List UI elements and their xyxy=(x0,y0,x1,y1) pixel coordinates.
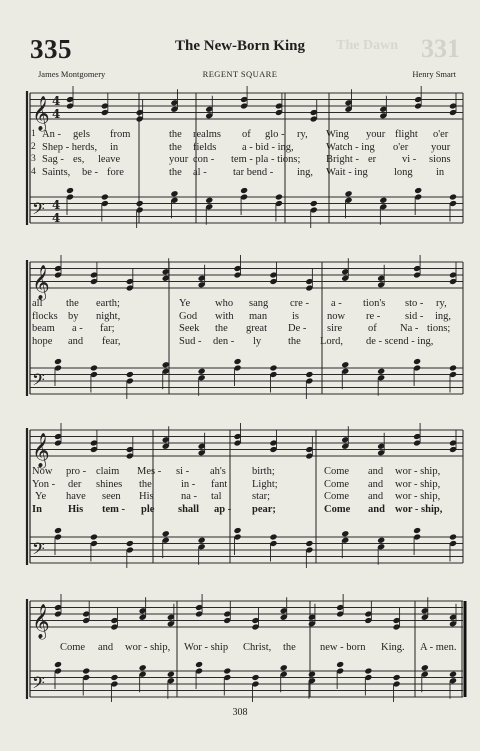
lyric-syllable: ly xyxy=(253,336,262,348)
lyric-syllable: vi - xyxy=(402,154,417,166)
lyric-syllable: con - xyxy=(193,154,215,166)
lyric-syllable: shall xyxy=(178,504,200,516)
lyric-syllable: now xyxy=(327,310,346,322)
bass-clef-icon: 𝄢 xyxy=(32,672,45,697)
lyric-syllable: Christ, xyxy=(243,642,272,653)
treble-clef-icon: 𝄞 xyxy=(32,604,50,639)
lyric-syllable: of xyxy=(368,323,377,335)
lyric-syllable: flight xyxy=(395,129,418,140)
lyric-syllable: Wor - ship xyxy=(184,642,229,653)
lyric-syllable: sang xyxy=(249,298,269,309)
lyric-syllable: the xyxy=(215,323,228,335)
lyric-syllable: de - scend - ing, xyxy=(366,336,434,348)
lyric-syllable: al - xyxy=(193,167,207,179)
lyric-syllable: His xyxy=(139,491,154,503)
lyric-syllable: De - xyxy=(288,323,307,335)
lyrics-block-3 xyxy=(30,466,456,517)
lyric-syllable: and xyxy=(368,491,384,503)
lyrics-block-4 xyxy=(30,642,456,655)
lyric-syllable: night, xyxy=(96,310,121,322)
lyric-syllable: Watch - ing xyxy=(326,141,375,153)
lyric-syllable: by xyxy=(68,310,79,322)
lyric-syllable: Bright - xyxy=(326,154,359,166)
lyric-syllable: si - xyxy=(176,466,190,477)
lyric-syllable: wor - ship, xyxy=(395,478,441,490)
lyrics-block-2 xyxy=(30,298,456,349)
lyric-syllable: the xyxy=(66,298,79,309)
lyric-syllable: and xyxy=(368,504,385,516)
lyric-syllable: cre - xyxy=(290,298,309,309)
lyric-syllable: ing, xyxy=(435,310,452,322)
lyric-syllable: es, xyxy=(73,154,85,166)
time-signature-digit: 4 xyxy=(52,94,61,108)
lyric-syllable: in xyxy=(436,167,445,179)
lyric-syllable: realms xyxy=(193,129,221,140)
treble-clef-icon: 𝄞 xyxy=(32,433,50,468)
lyric-syllable: and xyxy=(368,478,384,490)
lyric-syllable: a - xyxy=(331,298,342,309)
verse-number: 3 xyxy=(31,154,36,165)
lyric-line xyxy=(30,323,456,336)
lyric-syllable: ry, xyxy=(297,129,308,140)
lyric-syllable: Shep - herds, xyxy=(42,141,98,153)
lyric-syllable: Ye xyxy=(179,298,191,309)
lyric-line xyxy=(30,336,456,349)
lyric-syllable: o'er xyxy=(393,141,409,153)
lyric-syllable: ple xyxy=(141,504,155,516)
hymn-number: 335 xyxy=(30,34,72,64)
lyric-syllable: re - xyxy=(366,310,381,322)
lyric-syllable: and xyxy=(68,336,84,348)
lyric-syllable: ry, xyxy=(436,298,447,309)
lyric-line xyxy=(30,479,456,492)
bass-clef-icon: 𝄢 xyxy=(32,198,45,223)
lyric-syllable: Come xyxy=(324,504,351,516)
lyric-syllable: Seek xyxy=(179,323,200,335)
lyric-syllable: who xyxy=(215,298,234,309)
lyrics-block-1 xyxy=(30,129,456,180)
lyric-syllable: wor - ship, xyxy=(395,466,441,477)
lyric-syllable: the xyxy=(169,129,182,140)
lyric-syllable: ah's xyxy=(210,466,226,477)
lyric-syllable: In xyxy=(32,504,42,516)
lyric-syllable: wor - ship, xyxy=(395,491,441,503)
lyric-syllable: tem - xyxy=(102,504,126,516)
lyric-line xyxy=(30,129,456,142)
lyric-line xyxy=(30,466,456,479)
lyric-syllable: A - men. xyxy=(420,642,457,653)
lyric-syllable: Wing xyxy=(326,129,349,140)
lyric-syllable: Come xyxy=(60,642,86,653)
lyric-syllable: sid - xyxy=(405,310,424,322)
lyric-line xyxy=(30,491,456,504)
lyric-syllable: and xyxy=(98,642,114,653)
lyric-syllable: in xyxy=(110,141,119,153)
lyric-syllable: your xyxy=(169,154,189,166)
lyric-syllable: claim xyxy=(96,466,120,477)
lyric-line xyxy=(30,642,456,655)
lyric-syllable: the xyxy=(288,336,301,348)
lyric-line xyxy=(30,504,456,517)
lyric-syllable: Come xyxy=(324,466,350,477)
lyric-syllable: beam xyxy=(32,323,55,335)
lyric-syllable: the xyxy=(139,478,152,490)
lyric-syllable: leave xyxy=(98,154,121,166)
lyric-syllable: birth; xyxy=(252,466,275,477)
lyric-syllable: sto - xyxy=(405,298,424,309)
bleed-through-number: 331 xyxy=(421,34,460,63)
lyric-syllable: Na - xyxy=(400,323,419,335)
lyric-syllable: Come xyxy=(324,491,350,503)
lyric-syllable: earth; xyxy=(96,298,120,309)
bleed-through-title: The Dawn xyxy=(336,38,398,53)
lyric-syllable: ap - xyxy=(214,504,232,516)
lyric-syllable: of xyxy=(242,129,251,140)
lyric-syllable: your xyxy=(431,141,451,153)
lyric-syllable: God xyxy=(179,310,198,322)
lyric-syllable: His xyxy=(68,504,84,516)
lyric-syllable: Ye xyxy=(35,491,47,503)
lyric-syllable: Saints, xyxy=(42,167,71,179)
lyric-syllable: with xyxy=(215,310,234,322)
lyric-syllable: tions; xyxy=(427,323,451,335)
lyric-syllable: fields xyxy=(193,141,217,153)
lyric-line xyxy=(30,154,456,167)
lyric-syllable: tem - pla - tions; xyxy=(231,154,301,166)
lyric-syllable: er xyxy=(368,154,377,166)
lyric-syllable: pear; xyxy=(252,504,276,516)
lyric-syllable: ing, xyxy=(297,167,314,179)
lyric-syllable: Now xyxy=(32,466,53,477)
lyric-syllable: tal xyxy=(211,491,222,503)
page-number: 308 xyxy=(232,707,248,718)
treble-clef-icon: 𝄞 xyxy=(32,96,50,131)
lyric-syllable: far; xyxy=(100,323,115,335)
lyric-syllable: star; xyxy=(252,491,271,503)
lyric-syllable: your xyxy=(366,129,386,140)
lyric-syllable: flocks xyxy=(32,310,58,322)
verse-number: 1 xyxy=(31,129,36,139)
lyric-line xyxy=(30,311,456,324)
lyric-syllable: in - xyxy=(181,478,196,490)
lyric-line xyxy=(30,167,456,180)
lyric-syllable: na - xyxy=(181,491,198,503)
lyric-syllable: Come xyxy=(324,478,350,490)
lyric-syllable: sions xyxy=(429,154,451,166)
lyric-syllable: shines xyxy=(96,478,123,490)
lyric-syllable: pro - xyxy=(66,466,87,477)
lyric-syllable: tar bend - xyxy=(233,167,274,179)
author-credit: James Montgomery xyxy=(38,69,106,79)
bass-clef-icon: 𝄢 xyxy=(32,538,45,563)
hymn-title: The New-Born King xyxy=(174,38,305,54)
lyric-syllable: fear, xyxy=(102,336,121,348)
time-signature-digit: 4 xyxy=(52,107,61,121)
lyric-syllable: all xyxy=(32,298,43,309)
composer-credit: Henry Smart xyxy=(412,69,456,79)
treble-clef-icon: 𝄞 xyxy=(32,265,50,300)
lyric-syllable: hope xyxy=(32,336,53,348)
lyric-syllable: wor - ship, xyxy=(395,504,443,516)
lyric-line xyxy=(30,142,456,155)
lyric-syllable: new - born xyxy=(320,642,366,653)
lyric-syllable: fore xyxy=(107,167,124,179)
lyric-syllable: great xyxy=(246,323,267,335)
tune-name: REGENT SQUARE xyxy=(202,69,278,79)
lyric-syllable: from xyxy=(110,129,131,140)
lyric-syllable: sire xyxy=(327,323,343,335)
lyric-syllable: man xyxy=(249,310,268,322)
lyric-line xyxy=(30,298,456,311)
lyric-syllable: is xyxy=(292,310,300,322)
lyric-syllable: Yon - xyxy=(32,478,56,490)
lyric-syllable: Mes - xyxy=(137,466,162,477)
verse-number: 2 xyxy=(31,141,36,152)
lyric-syllable: An - xyxy=(42,129,61,140)
lyric-syllable: Sag - xyxy=(42,154,64,166)
lyric-syllable: the xyxy=(169,141,182,153)
lyric-syllable: Lord, xyxy=(320,336,344,348)
lyric-syllable: fant xyxy=(211,478,228,490)
lyric-syllable: tion's xyxy=(363,298,386,309)
lyric-syllable: long xyxy=(394,167,413,179)
lyric-syllable: have xyxy=(66,491,86,503)
bass-clef-icon: 𝄢 xyxy=(32,369,45,394)
lyric-syllable: the xyxy=(283,642,296,653)
verse-number: 4 xyxy=(31,167,36,178)
lyric-syllable: wor - ship, xyxy=(125,642,171,653)
time-signature-digit: 4 xyxy=(52,211,61,225)
lyric-syllable: der xyxy=(68,478,82,490)
lyric-syllable: glo - xyxy=(265,129,285,140)
lyric-syllable: be - xyxy=(82,167,99,179)
lyric-syllable: Light; xyxy=(252,478,278,490)
lyric-syllable: seen xyxy=(102,491,121,503)
lyric-syllable: a - bid - ing, xyxy=(242,141,294,153)
lyric-syllable: Wait - ing xyxy=(326,167,368,179)
time-signature-digit: 4 xyxy=(52,198,61,212)
lyric-syllable: Sud - xyxy=(179,336,202,348)
lyric-syllable: den - xyxy=(213,336,235,348)
lyric-syllable: o'er xyxy=(433,129,449,140)
lyric-syllable: a - xyxy=(72,323,83,335)
lyric-syllable: and xyxy=(368,466,384,477)
lyric-syllable: the xyxy=(169,167,182,179)
lyric-syllable: King. xyxy=(381,642,405,653)
lyric-syllable: gels xyxy=(73,129,90,140)
